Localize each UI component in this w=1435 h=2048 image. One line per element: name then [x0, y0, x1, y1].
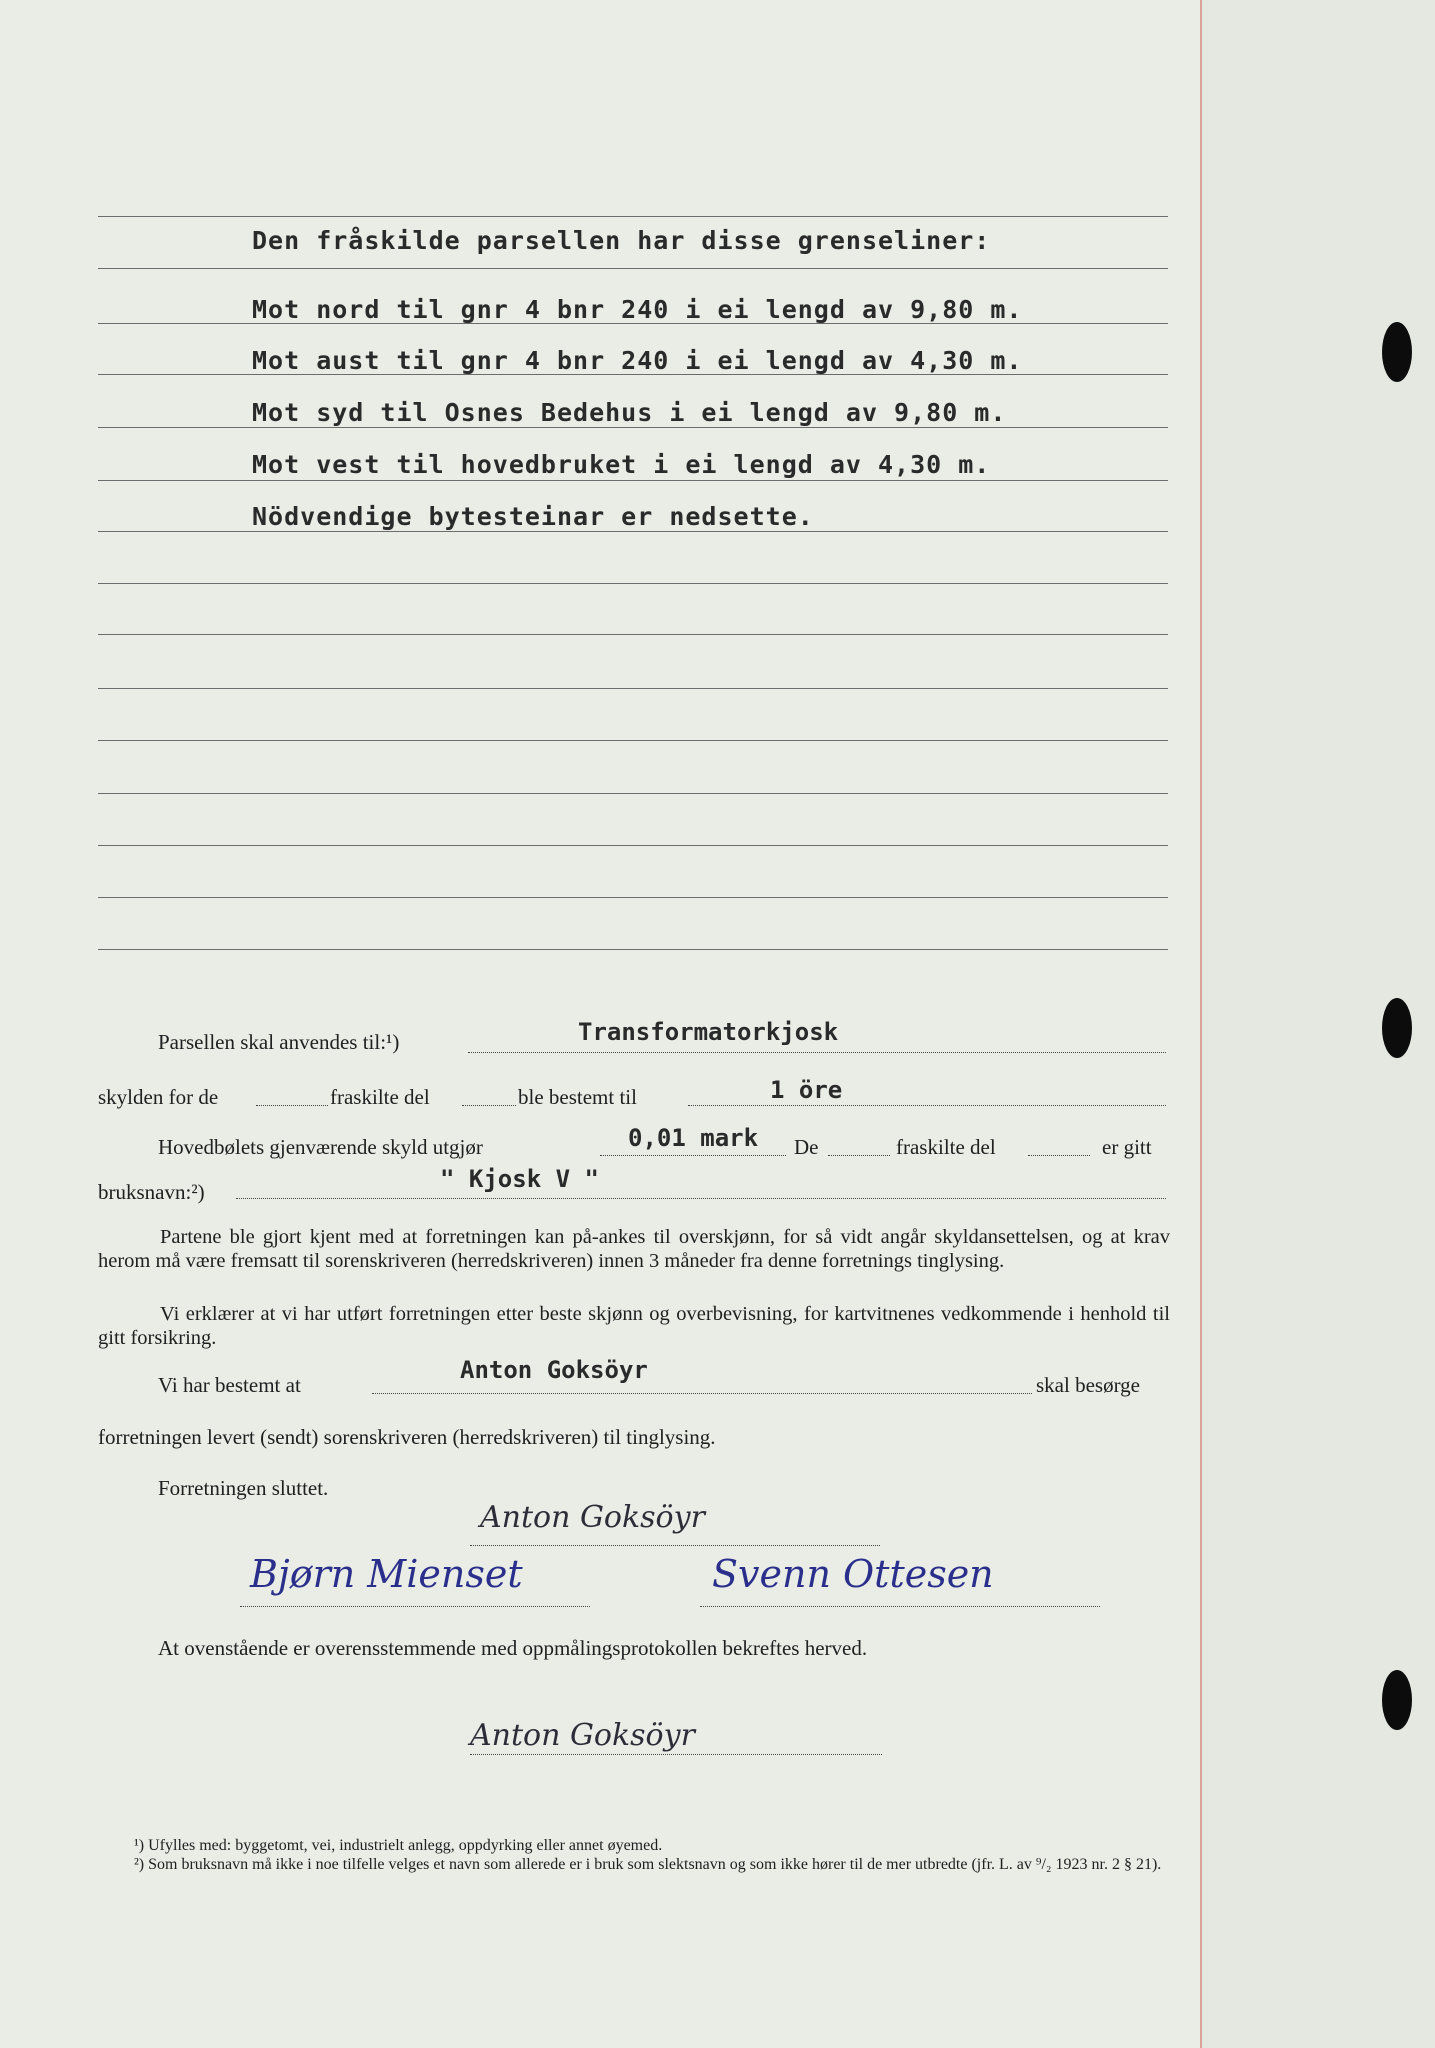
- tax-text-2: fraskilte del: [330, 1085, 430, 1109]
- margin-rule: [1200, 0, 1202, 2048]
- tax-dots-3: [688, 1105, 1166, 1106]
- ruled-line: [98, 845, 1168, 846]
- main-de: De: [794, 1135, 819, 1159]
- usage-value: Transformatorkjosk: [578, 1018, 839, 1046]
- boundary-line-west: Mot vest til hovedbruket i ei lengd av 4,30 m.: [252, 450, 991, 479]
- decided-value: Anton Goksöyr: [460, 1356, 648, 1384]
- footnote-2: ²) Som bruksnavn må ikke i noe tilfelle velges et navn som allerede er i bruk som slektsnavn og som ikke hører til de mer utbredte (jfr. L. av ⁹/₂ 1923 nr. 2 § 21).: [134, 1856, 1162, 1873]
- main-dots-2: [828, 1155, 890, 1156]
- appeal-text: Partene ble gjort kjent med at forretningen kan på-ankes til overskjønn, for så vidt angår skyldansettelsen, og at krav herom må være fremsatt til sorenskriveren (herredskriveren) innen 3 måneder fra denne forretnings tinglysing.: [98, 1226, 1170, 1272]
- tax-dots-1: [256, 1105, 328, 1106]
- signature-confirmer: Anton Goksöyr: [470, 1718, 695, 1753]
- tax-value: 1 öre: [770, 1076, 843, 1104]
- ruled-line: [98, 480, 1168, 481]
- decided-label: Vi har bestemt at: [158, 1373, 301, 1397]
- main-dots-3: [1028, 1155, 1090, 1156]
- delivered-text: forretningen levert (sendt) sorenskriveren (herredskriveren) til tinglysing.: [98, 1425, 716, 1449]
- decided-tail: skal besørge: [1036, 1373, 1141, 1397]
- signature-surveyor: Anton Goksöyr: [480, 1500, 705, 1535]
- boundary-stones-note: Nödvendige bytesteinar er nedsette.: [252, 502, 814, 531]
- ruled-line: [98, 949, 1168, 950]
- main-skyld-dots: [600, 1155, 786, 1156]
- ruled-line: [98, 583, 1168, 584]
- signature-line-left: [240, 1606, 590, 1607]
- signature-witness-right: Svenn Ottesen: [712, 1552, 994, 1596]
- ruled-line: [98, 634, 1168, 635]
- ruled-line: [98, 531, 1168, 532]
- main-gitt: er gitt: [1102, 1135, 1152, 1159]
- decided-dots: [372, 1393, 1032, 1394]
- ruled-line: [98, 216, 1168, 217]
- ruled-line: [98, 740, 1168, 741]
- main-fraskilte: fraskilte del: [896, 1135, 996, 1159]
- punch-hole: [1382, 998, 1412, 1058]
- footnotes: [134, 1836, 1174, 1874]
- ruled-line: [98, 793, 1168, 794]
- tax-dots-2: [462, 1105, 516, 1106]
- signature-line-right: [700, 1606, 1100, 1607]
- boundary-line-south: Mot syd til Osnes Bedehus i ei lengd av 9,80 m.: [252, 398, 1007, 427]
- ruled-line: [98, 897, 1168, 898]
- boundary-line-east: Mot aust til gnr 4 bnr 240 i ei lengd av 4,30 m.: [252, 346, 1023, 375]
- ruled-line: [98, 268, 1168, 269]
- footnote-1: ¹) Ufylles med: byggetomt, vei, industrielt anlegg, oppdyrking eller annet øyemed.: [134, 1837, 663, 1854]
- declaration-paragraph: [98, 1302, 1170, 1350]
- punch-hole: [1382, 1670, 1412, 1730]
- usage-dotted-line: [468, 1052, 1166, 1053]
- usage-label: Parsellen skal anvendes til:¹): [158, 1030, 400, 1054]
- boundary-heading: Den fråskilde parsellen har disse grenseliner:: [252, 226, 991, 255]
- signature-line-confirmer: [470, 1754, 882, 1755]
- ruled-line: [98, 427, 1168, 428]
- signature-line-surveyor: [470, 1545, 880, 1546]
- concluded-text: Forretningen sluttet.: [158, 1476, 329, 1500]
- punch-hole: [1382, 322, 1412, 382]
- main-skyld-value: 0,01 mark: [628, 1124, 759, 1152]
- farm-name-dots: [236, 1198, 1166, 1199]
- confirmation-text: At ovenstående er overensstemmende med oppmålingsprotokollen bekreftes herved.: [158, 1636, 868, 1660]
- appeal-paragraph: [98, 1225, 1170, 1273]
- farm-name-label: bruksnavn:²): [98, 1180, 205, 1204]
- farm-name-value: " Kjosk V ": [440, 1165, 599, 1193]
- tax-text-1: skylden for de: [98, 1085, 219, 1109]
- tax-text-3: ble bestemt til: [518, 1085, 637, 1109]
- main-skyld-label: Hovedbølets gjenværende skyld utgjør: [158, 1135, 483, 1159]
- signature-witness-left: Bjørn Mienset: [250, 1552, 523, 1596]
- ruled-line: [98, 688, 1168, 689]
- boundary-line-north: Mot nord til gnr 4 bnr 240 i ei lengd av 9,80 m.: [252, 295, 1023, 324]
- declaration-text: Vi erklærer at vi har utført forretningen etter beste skjønn og overbevisning, for kartvitnenes vedkommende i henhold til gitt forsikring.: [98, 1303, 1170, 1349]
